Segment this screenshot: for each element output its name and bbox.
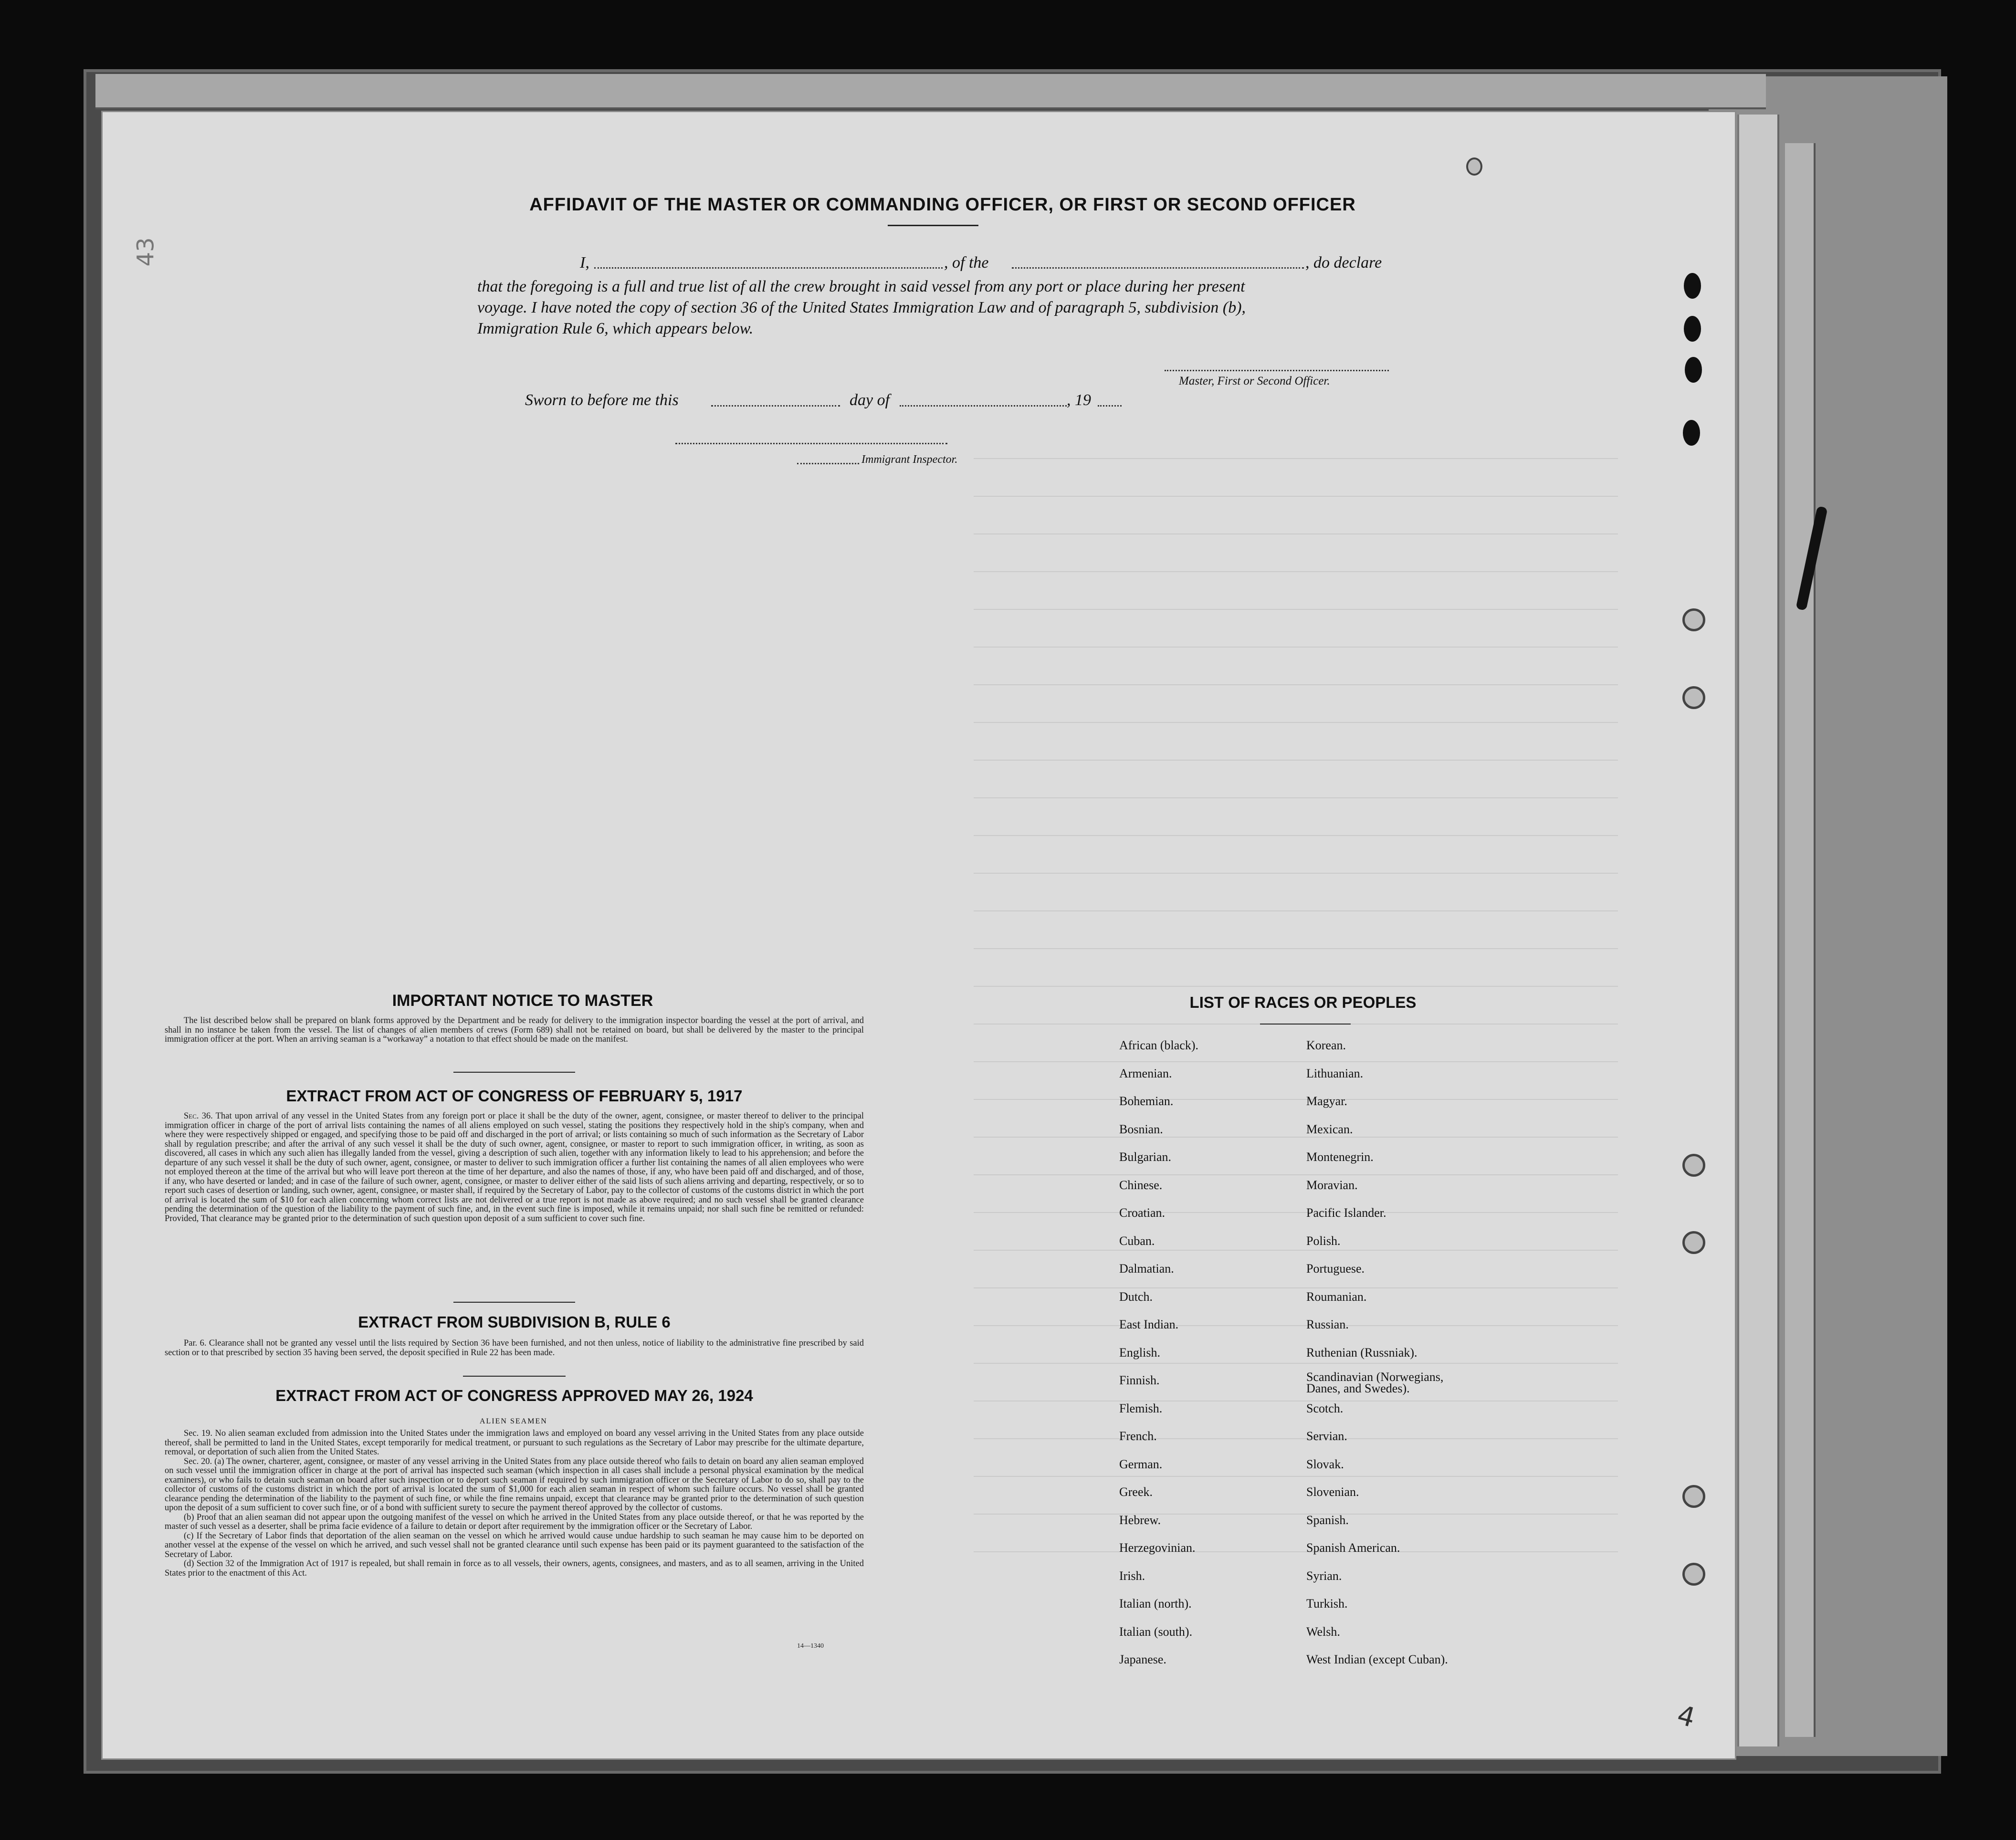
race-item: Russian. [1306, 1317, 1349, 1331]
section-rule [463, 1376, 566, 1377]
punch-hole [1685, 357, 1702, 383]
binding-ring-top [1466, 157, 1482, 176]
race-item: Bohemian. [1119, 1094, 1174, 1108]
sworn-prefix: Sworn to before me this [525, 391, 679, 409]
section-rule [453, 1302, 575, 1303]
extract-1917-title: EXTRACT FROM ACT OF CONGRESS OF FEBRUARY 5, 1917 [286, 1087, 743, 1105]
sworn-day-blank [711, 405, 840, 407]
race-item: Dutch. [1119, 1289, 1153, 1304]
vessel-blank [1012, 267, 1304, 269]
ghost-row [974, 1514, 1618, 1515]
race-item: Montenegrin. [1306, 1150, 1374, 1164]
sec-20a-paragraph: Sec. 20. (a) The owner, charterer, agent, consignee, or master of any vessel arriving in the United States from any place outside thereof who fails to detain on board any alien seaman employed on such vessel until the immigration officer in charge at the port of arrival has inspected such seaman (which inspection in all cases shall include a personal physical examination by the medical examiners), or who fails to detain such seaman on board after such inspection or to deport such seaman if required by such immigration officer or the Secretary of Labor to do so, shall pay to the collector of customs of the customs district in which the port of arrival is located the sum of $1,000 for each alien seaman in respect of whom such failure occurs. No vessel shall be granted clearance pending the determination of the liability to the payment of such fine, or while the fine remains unpaid, except that clearance may be granted prior to the determination of such question upon the deposit of a sum sufficient to cover such fine, or of a bond with sufficient surety to secure the payment thereof approved by the collector of customs. [165, 1456, 864, 1513]
extract-1917-text: That upon arrival of any vessel in the United States from any foreign port or place it shall be the duty of the owner, agent, consignee, or master thereof to deliver to the principal immigration officer in charge of the port of arrival lists containing the names of all aliens employed on such vessel, stating the positions they respectively hold in the ship's company, when and where they were respectively shipped or engaged, and specifying those to be paid off and discharged in the port of arrival; or lists containing so much of such information as the Secretary of Labor shall by regulation prescribe; and after the arrival of any such vessel it shall be the duty of such owner, agent, consignee, or master to report to such immigration officer, in writing, as soon as discovered, all cases in which any such alien has illegally landed from the vessel, giving a description of such alien, together with any information likely to lead to his apprehension; and before the departure of any such vessel it shall be the duty of such owner, agent, consignee, or master to deliver to such immigration officer a further list containing the names of all alien employees who were not employed thereon at the time of the arrival but who will leave port thereon at the time of her departure, and also the names of those, if any, who have been paid off and discharged, and of those, if any, who have deserted or landed; and in case of the failure of such owner, agent, consignee, or master to deliver either of the said lists of such aliens arriving and departing, respectively, or so to report such cases of desertion or landing, such owner, agent, consignee, or master shall, if required by the Secretary of Labor, pay to the collector of customs of the customs district in which the port of arrival is located the sum of $10 for each alien concerning whom correct lists are not delivered or a true report is not made as above required; and no such vessel shall be granted clearance pending the determination of the question of the liability to the payment of such fine, and, in the event such fine is imposed, while it remains unpaid; nor shall such fine be remitted or refunded: Provided, That clearance may be granted prior to the determination of such question upon deposit of a sum sufficient to cover such fine. [165, 1111, 864, 1223]
ghost-row [974, 533, 1618, 534]
officer-signature-line [1165, 370, 1389, 371]
race-item: Lithuanian. [1306, 1066, 1364, 1080]
race-item: Cuban. [1119, 1234, 1155, 1248]
race-item: Spanish American. [1306, 1541, 1400, 1555]
ghost-row [974, 1137, 1618, 1138]
declaration-do-declare: , do declare [1305, 254, 1382, 272]
ghost-row [974, 835, 1618, 836]
sec-20c-paragraph: (c) If the Secretary of Labor finds that deportation of the alien seaman on the vessel on which he arrived would cause undue hardship to such seaman he may cause him to be deported on another vessel at the expense of the vessel on which he arrived, and such vessel shall not be granted clearance until such expense has been paid or its payment guaranteed to the satisfaction of the Secretary of Labor. [165, 1531, 864, 1559]
race-item: Roumanian. [1306, 1289, 1367, 1304]
ghost-row [974, 496, 1618, 497]
officer-signature-label: Master, First or Second Officer. [1179, 375, 1330, 387]
race-item: East Indian. [1119, 1317, 1179, 1331]
race-item: African (black). [1119, 1038, 1199, 1052]
ghost-row [974, 1438, 1618, 1439]
race-item: Bulgarian. [1119, 1150, 1172, 1164]
race-item: English. [1119, 1345, 1160, 1359]
race-item: Hebrew. [1119, 1513, 1161, 1527]
race-item: French. [1119, 1429, 1157, 1443]
sec-20d-paragraph: (d) Section 32 of the Immigration Act of 1917 is repealed, but shall remain in force as to all vessels, their owners, agents, consignees, and masters, and as to all seamen, arriving in the United States prior to the enactment of this Act. [165, 1559, 864, 1578]
punch-hole [1684, 273, 1701, 299]
notice-paragraph: The list described below shall be prepared on blank forms approved by the Department and be ready for delivery to the immigration inspector boarding the vessel at the port of arrival, and shall in no instance be taken from the vessel. The list of changes of alien members of crews (Form 689) shall not be retained on board, but shall be delivered by the master to the principal immigration officer at the port. When an arriving seaman is a “workaway” a notation to that effect should be made on the manifest. [165, 1016, 864, 1044]
declaration-line-3: voyage. I have noted the copy of section 36 of the United States Immigration Law and of paragraph 5, subdivision (b), [477, 299, 1246, 316]
notice-title: IMPORTANT NOTICE TO MASTER [392, 992, 653, 1010]
ghost-row [974, 1174, 1618, 1175]
race-item: Herzegovinian. [1119, 1541, 1196, 1555]
race-item: Dalmatian. [1119, 1262, 1174, 1275]
punch-hole [1683, 420, 1700, 446]
races-title-rule [1260, 1024, 1351, 1025]
ghost-row [974, 1212, 1618, 1213]
race-item: Spanish. [1306, 1513, 1349, 1527]
race-item: Irish. [1119, 1568, 1145, 1583]
race-item: Croatian. [1119, 1206, 1166, 1220]
race-item: Slovenian. [1306, 1485, 1359, 1499]
margin-number: 43 [132, 237, 159, 267]
ghost-row [974, 910, 1618, 911]
ghost-row [974, 458, 1618, 459]
sworn-year-blank [1098, 405, 1122, 407]
binding-ring [1682, 1231, 1705, 1254]
binding-ring [1682, 1563, 1705, 1586]
title-rule [888, 225, 978, 226]
affidavit-title: AFFIDAVIT OF THE MASTER OR COMMANDING OFFICER, OR FIRST OR SECOND OFFICER [529, 195, 1356, 215]
ghost-row [974, 1325, 1618, 1326]
ghost-row [974, 760, 1618, 761]
declaration-line-2: that the foregoing is a full and true list of all the crew brought in said vessel from any port or place during her present [477, 278, 1245, 295]
race-item: Polish. [1306, 1234, 1341, 1248]
ghost-row [974, 1250, 1618, 1251]
race-item: Italian (north). [1119, 1597, 1192, 1610]
race-item: Armenian. [1119, 1066, 1172, 1080]
declaration-of-the: , of the [944, 254, 989, 272]
declaration-line-4: Immigration Rule 6, which appears below. [477, 320, 754, 337]
extract-1924-body [165, 1429, 864, 1578]
race-item: Welsh. [1306, 1624, 1340, 1639]
page-stack-edge [1737, 115, 1779, 1746]
ghost-row [974, 1099, 1618, 1100]
binding-ring [1682, 686, 1705, 709]
race-item: Bosnian. [1119, 1122, 1163, 1136]
inspector-dots [797, 463, 859, 464]
race-item: Magyar. [1306, 1094, 1347, 1108]
ghost-row [974, 1287, 1618, 1288]
race-item: Servian. [1306, 1429, 1347, 1443]
ghost-row [974, 647, 1618, 648]
notice-body [165, 1016, 864, 1045]
extract-rule6-body [165, 1339, 864, 1358]
alien-seamen-subtitle: ALIEN SEAMEN [480, 1417, 547, 1425]
sworn-month-blank [900, 405, 1067, 407]
race-item: Flemish. [1119, 1401, 1163, 1415]
ghost-row [974, 1551, 1618, 1552]
corner-pencil-mark: 4 [1674, 1699, 1699, 1734]
name-blank [594, 267, 943, 269]
race-item: Turkish. [1306, 1597, 1348, 1610]
race-item: Pacific Islander. [1306, 1206, 1386, 1220]
race-item: West Indian (except Cuban). [1306, 1652, 1448, 1666]
race-item: Ruthenian (Russniak). [1306, 1345, 1418, 1359]
page-stack-edge-inner [1785, 143, 1816, 1737]
inspector-signature-line [675, 443, 947, 444]
binding-ring [1682, 1154, 1705, 1177]
ghost-row [974, 986, 1618, 987]
extract-1924-title: EXTRACT FROM ACT OF CONGRESS APPROVED MAY 26, 1924 [275, 1387, 753, 1404]
ghost-row [974, 873, 1618, 874]
sworn-year: , 19 [1067, 391, 1091, 409]
sec-20b-paragraph: (b) Proof that an alien seaman did not appear upon the outgoing manifest of the vessel on which he arrived in the United States from any place outside thereof, or that he was reported by the master of such vessel as a deserter, shall be prima facie evidence of a failure to detain or deport after requirement by the immigration officer or the Secretary of Labor. [165, 1512, 864, 1531]
ghost-row [974, 684, 1618, 685]
top-sheet-strip [95, 74, 1766, 109]
ghost-row [974, 722, 1618, 723]
race-item: Finnish. [1119, 1373, 1160, 1387]
declaration-i: I, [580, 254, 589, 272]
ghost-row [974, 1363, 1618, 1364]
race-item: Japanese. [1119, 1652, 1166, 1666]
extract-1917-body [165, 1112, 864, 1223]
section-rule [453, 1072, 575, 1073]
ghost-row [974, 571, 1618, 572]
race-item: German. [1119, 1457, 1163, 1471]
race-item: Portuguese. [1306, 1262, 1365, 1275]
section-label: Sec. 36. [184, 1111, 213, 1121]
sworn-day-of: day of [850, 391, 890, 409]
race-item: Syrian. [1306, 1568, 1342, 1583]
sec-19-paragraph: Sec. 19. No alien seaman excluded from admission into the United States under the immigration laws and employed on board any vessel arriving in the United States from any place outside thereof, shall be permitted to land in the United States, except temporarily for medical treatment, or pursuant to such regulations as the Secretary of Labor may prescribe for the ultimate departure, removal, or deportation of such alien from the United States. [165, 1429, 864, 1457]
ghost-row [974, 609, 1618, 610]
race-item: Slovak. [1306, 1457, 1344, 1471]
form-number: 14—1340 [797, 1642, 824, 1650]
race-item: Moravian. [1306, 1178, 1358, 1192]
ghost-row [974, 1476, 1618, 1477]
binding-ring [1682, 608, 1705, 631]
race-item: Greek. [1119, 1485, 1153, 1499]
ghost-row [974, 1061, 1618, 1062]
race-item: Italian (south). [1119, 1624, 1193, 1639]
punch-hole [1684, 316, 1701, 342]
race-item: Chinese. [1119, 1178, 1163, 1192]
extract-rule6-title: EXTRACT FROM SUBDIVISION B, RULE 6 [358, 1313, 671, 1331]
extract-rule6-text: Par. 6. Clearance shall not be granted any vessel until the lists required by Section 36 have been furnished, and not then unless, notice of liability to the administrative fine prescribed by said section or to that prescribed by section 35 having been served, the deposit specified in Rule 22 has been made. [165, 1338, 864, 1358]
race-item: Mexican. [1306, 1122, 1353, 1136]
ghost-row [974, 797, 1618, 798]
ghost-row [974, 948, 1618, 949]
binding-ring [1682, 1485, 1705, 1508]
race-item: Korean. [1306, 1038, 1346, 1052]
race-item: Scandinavian (Norwegians, Danes, and Swedes). [1306, 1370, 1444, 1395]
race-item: Scotch. [1306, 1401, 1344, 1415]
races-title: LIST OF RACES OR PEOPLES [1189, 993, 1417, 1011]
inspector-label: Immigrant Inspector. [861, 453, 958, 466]
